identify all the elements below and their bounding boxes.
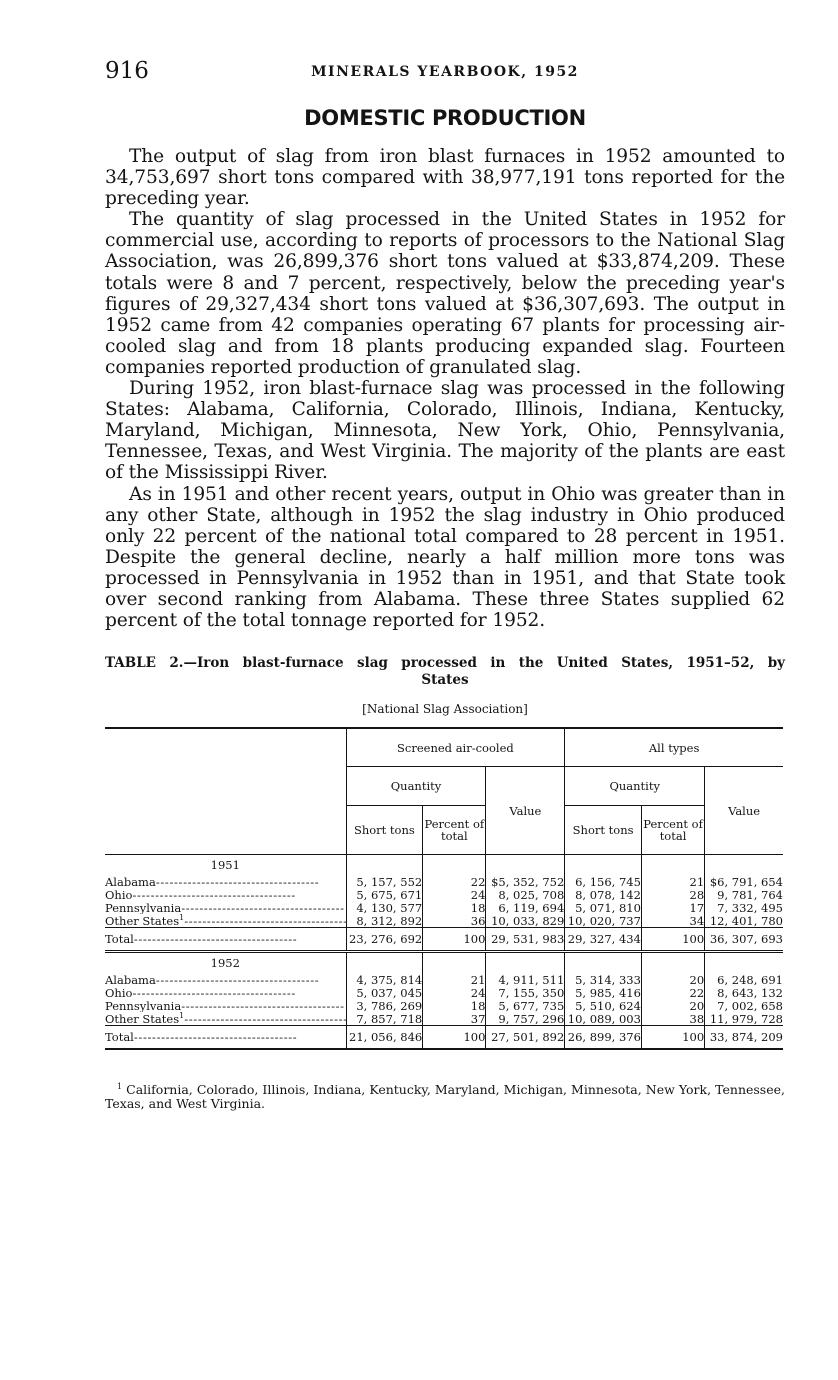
cell: 6, 248, 691 bbox=[705, 973, 783, 986]
state-label: Alabama - - - bbox=[105, 973, 346, 986]
cell: 7, 002, 658 bbox=[705, 999, 783, 1012]
cell: 100 bbox=[641, 928, 704, 952]
state-label: Other States$^1$ - - - bbox=[105, 1012, 346, 1026]
cell: 10, 020, 737 bbox=[565, 914, 642, 928]
cell: 18 bbox=[423, 901, 486, 914]
short-tons-header: Short tons bbox=[565, 806, 642, 855]
table-caption-line: States bbox=[421, 672, 469, 688]
cell: 4, 375, 814 bbox=[346, 973, 423, 986]
paragraph: The quantity of slag processed in the United States in 1952 for commercial use, according to reports of processors to the National Slag Association, was 26,899,376 short tons valued at $33,874,209. These totals were 8 and 7 percent, respectively, below the preceding year's figures of 29,327,434 short tons valued at $36,307,693. The output in 1952 came from 42 companies operating 67 plants for processing air-cooled slag and from 18 plants producing expanded slag. Fourteen companies reported production of granulated slag. bbox=[105, 209, 785, 378]
cell: 100 bbox=[423, 928, 486, 952]
state-label: Ohio - - - bbox=[105, 986, 346, 999]
cell: 33, 874, 209 bbox=[705, 1026, 783, 1050]
total-label: Total - - - bbox=[105, 928, 346, 952]
cell: 38 bbox=[641, 1012, 704, 1026]
cell: 12, 401, 780 bbox=[705, 914, 783, 928]
value-header: Value bbox=[486, 767, 565, 855]
cell: 22 bbox=[641, 986, 704, 999]
cell: 7, 155, 350 bbox=[486, 986, 565, 999]
footnote-mark: 1 bbox=[117, 1081, 123, 1091]
cell: 20 bbox=[641, 999, 704, 1012]
cell: 4, 911, 511 bbox=[486, 973, 565, 986]
cell: 4, 130, 577 bbox=[346, 901, 423, 914]
state-label: Pennsylvania - - - bbox=[105, 999, 346, 1012]
percent-header: Percent of total bbox=[641, 806, 704, 855]
cell: 29, 531, 983 bbox=[486, 928, 565, 952]
cell: 5, 677, 735 bbox=[486, 999, 565, 1012]
cell: 5, 675, 671 bbox=[346, 888, 423, 901]
table-row bbox=[105, 986, 783, 999]
cell: 6, 119, 694 bbox=[486, 901, 565, 914]
total-row bbox=[105, 1026, 783, 1050]
paragraph: During 1952, iron blast-furnace slag was processed in the following States: Alabama, California, Colorado, Illinois, Indiana, Kentucky, Maryland, Michigan, Minnesota, New York, Ohio, Pennsylvania, Tennessee, Texas, and West Virginia. The majority of the plants are east of the Mississippi River. bbox=[105, 378, 785, 484]
table-row bbox=[105, 973, 783, 986]
table-row bbox=[105, 914, 783, 928]
total-row bbox=[105, 928, 783, 952]
cell: 9, 781, 764 bbox=[705, 888, 783, 901]
cell: 34 bbox=[641, 914, 704, 928]
cell: 27, 501, 892 bbox=[486, 1026, 565, 1050]
cell: $5, 352, 752 bbox=[486, 875, 565, 888]
cell: 37 bbox=[423, 1012, 486, 1026]
cell: 8, 312, 892 bbox=[346, 914, 423, 928]
cell: 8, 025, 708 bbox=[486, 888, 565, 901]
cell: 11, 979, 728 bbox=[705, 1012, 783, 1026]
table-caption-line: TABLE 2.—Iron blast-furnace slag processed in the United States, 1951–52, by bbox=[105, 655, 785, 671]
cell: 5, 157, 552 bbox=[346, 875, 423, 888]
cell: 36, 307, 693 bbox=[705, 928, 783, 952]
section-title: DOMESTIC PRODUCTION bbox=[304, 106, 586, 130]
paragraph: The output of slag from iron blast furnaces in 1952 amounted to 34,753,697 short tons compared with 38,977,191 tons reported for the preceding year. bbox=[105, 146, 785, 210]
paragraph: As in 1951 and other recent years, output in Ohio was greater than in any other State, although in 1952 the slag industry in Ohio produced only 22 percent of the national total compared to 28 percent in 1951. Despite the general decline, nearly a half million more tons was processed in Pennsylvania in 1952 than in 1951, and that State took over second ranking from Alabama. These three States supplied 62 percent of the total tonnage reported for 1952. bbox=[105, 483, 785, 632]
cell: 28 bbox=[641, 888, 704, 901]
cell: 36 bbox=[423, 914, 486, 928]
body-text bbox=[105, 146, 785, 631]
table-row bbox=[105, 999, 783, 1012]
page-header bbox=[105, 58, 785, 92]
table-row bbox=[105, 1012, 783, 1026]
cell: 9, 757, 296 bbox=[486, 1012, 565, 1026]
running-head: MINERALS YEARBOOK, 1952 bbox=[311, 64, 579, 80]
cell: 8, 643, 132 bbox=[705, 986, 783, 999]
cell: 3, 786, 269 bbox=[346, 999, 423, 1012]
cell: 5, 985, 416 bbox=[565, 986, 642, 999]
cell: 21 bbox=[641, 875, 704, 888]
year-label: 1951 bbox=[105, 855, 346, 876]
cell: 20 bbox=[641, 973, 704, 986]
percent-header: Percent of total bbox=[423, 806, 486, 855]
table-row bbox=[105, 901, 783, 914]
cell: 10, 033, 829 bbox=[486, 914, 565, 928]
group-header-screened: Screened air-cooled bbox=[346, 728, 565, 767]
quantity-header: Quantity bbox=[565, 767, 705, 806]
short-tons-header: Short tons bbox=[346, 806, 423, 855]
cell: 26, 899, 376 bbox=[565, 1026, 642, 1050]
cell: 24 bbox=[423, 888, 486, 901]
cell: 21 bbox=[423, 973, 486, 986]
cell: 29, 327, 434 bbox=[565, 928, 642, 952]
state-label: Other States$^1$ - - - bbox=[105, 914, 346, 928]
table-caption bbox=[105, 655, 785, 689]
cell: 5, 071, 810 bbox=[565, 901, 642, 914]
table-footnote bbox=[105, 1083, 785, 1111]
year-label: 1952 bbox=[105, 952, 346, 974]
cell: 17 bbox=[641, 901, 704, 914]
cell: 100 bbox=[641, 1026, 704, 1050]
stub-header bbox=[105, 728, 346, 855]
slag-table bbox=[105, 727, 783, 1050]
group-header-all-types: All types bbox=[565, 728, 783, 767]
cell: 24 bbox=[423, 986, 486, 999]
table-row bbox=[105, 888, 783, 901]
cell: 7, 332, 495 bbox=[705, 901, 783, 914]
table-source: [National Slag Association] bbox=[362, 702, 528, 716]
cell: 22 bbox=[423, 875, 486, 888]
state-label: Pennsylvania - - - bbox=[105, 901, 346, 914]
cell: 21, 056, 846 bbox=[346, 1026, 423, 1050]
cell: 23, 276, 692 bbox=[346, 928, 423, 952]
cell: 10, 089, 003 bbox=[565, 1012, 642, 1026]
value-header: Value bbox=[705, 767, 783, 855]
cell: 8, 078, 142 bbox=[565, 888, 642, 901]
footnote-text: California, Colorado, Illinois, Indiana, Kentucky, Maryland, Michigan, Minnesota, New York, Tennessee, Texas, and West Virginia. bbox=[105, 1082, 785, 1111]
cell: 100 bbox=[423, 1026, 486, 1050]
state-label: Ohio - - - bbox=[105, 888, 346, 901]
cell: 5, 037, 045 bbox=[346, 986, 423, 999]
cell: 6, 156, 745 bbox=[565, 875, 642, 888]
cell: 5, 314, 333 bbox=[565, 973, 642, 986]
cell: $6, 791, 654 bbox=[705, 875, 783, 888]
cell: 18 bbox=[423, 999, 486, 1012]
table-row bbox=[105, 875, 783, 888]
cell: 7, 857, 718 bbox=[346, 1012, 423, 1026]
total-label: Total - - - bbox=[105, 1026, 346, 1050]
cell: 5, 510, 624 bbox=[565, 999, 642, 1012]
state-label: Alabama - - - bbox=[105, 875, 346, 888]
page-number: 916 bbox=[105, 58, 149, 84]
quantity-header: Quantity bbox=[346, 767, 486, 806]
